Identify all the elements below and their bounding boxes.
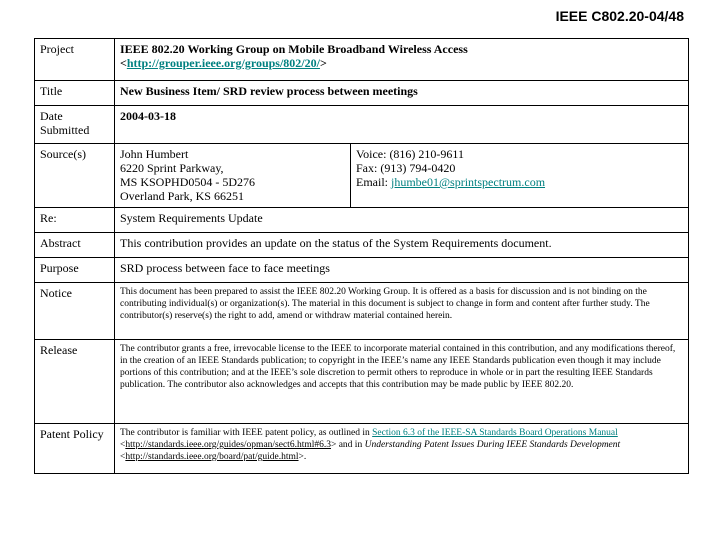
patent-guide-title: Understanding Patent Issues During IEEE Standards Development [364,440,621,450]
cover-sheet-table [34,38,689,474]
source-addr3: Overland Park, KS 66251 [120,189,244,203]
project-name: IEEE 802.20 Working Group on Mobile Broadband Wireless Access [120,42,468,56]
re-label: Re: [35,208,115,233]
row-title [35,81,689,106]
source-label: Source(s) [35,144,115,208]
source-address [115,144,351,208]
document-id: IEEE C802.20-04/48 [555,8,684,24]
patent-text3: > and in [330,440,365,450]
row-release [35,340,689,424]
source-voice: Voice: (816) 210-9611 [356,147,464,161]
patent-text2: < [120,440,126,450]
row-date [35,106,689,144]
project-label: Project [35,39,115,81]
date-label [35,106,115,144]
source-name: John Humbert [120,147,189,161]
source-addr1: 6220 Sprint Parkway, [120,161,224,175]
source-addr2: MS KSOPHD0504 - 5D276 [120,175,256,189]
patent-text5: >. [298,452,307,462]
patent-text4: < [120,452,126,462]
source-email-link[interactable]: jhumbe01@sprintspectrum.com [391,175,546,189]
date-label-line1: Date [40,109,63,123]
abstract-value: This contribution provides an update on the status of the System Requirements document. [115,233,689,258]
row-source [35,144,689,208]
patent-guide-link[interactable]: http://standards.ieee.org/board/pat/guide.html [125,452,299,462]
notice-label: Notice [35,283,115,340]
project-link[interactable]: http://grouper.ieee.org/groups/802/20/ [126,56,320,70]
abstract-label: Abstract [35,233,115,258]
date-label-line2: Submitted [40,123,90,137]
source-fax: Fax: (913) 794-0420 [356,161,456,175]
patent-label: Patent Policy [35,424,115,474]
project-link-open: < [120,56,127,70]
row-purpose [35,258,689,283]
release-label: Release [35,340,115,424]
project-value [115,39,689,81]
title-value: New Business Item/ SRD review process between meetings [115,81,689,106]
patent-value [115,424,689,474]
purpose-value: SRD process between face to face meetings [115,258,689,283]
row-notice [35,283,689,340]
project-link-close: > [319,56,327,70]
notice-value: This document has been prepared to assist the IEEE 802.20 Working Group. It is offered as a basis for discussion and is not binding on the contributing individual(s) or organization(s). The material in this document is subject to change in form and content after further study. The contributor(s) reserve(s) the right to add, amend or withdraw material contained herein. [115,283,689,340]
patent-text1: The contributor is familiar with IEEE patent policy, as outlined in [120,428,373,438]
release-value: The contributor grants a free, irrevocable license to the IEEE to incorporate material contained in this contribution, and any modifications thereof, in the creation of an IEEE Standards publication; to copyright in the IEEE’s name any IEEE Standards publication even though it may include portions of this contribution; and at the IEEE’s sole discretion to permit others to reproduce in whole or in part the resulting IEEE Standards publication. The contributor also acknowledges and accepts that this contribution may be made public by IEEE 802.20. [115,340,689,424]
source-contact [351,144,689,208]
date-value: 2004-03-18 [115,106,689,144]
re-value: System Requirements Update [115,208,689,233]
source-email-label: Email: [356,175,391,189]
patent-sect6-link[interactable]: http://standards.ieee.org/guides/opman/sect6.html#6.3 [125,440,331,450]
purpose-label: Purpose [35,258,115,283]
row-patent-policy [35,424,689,474]
row-re [35,208,689,233]
row-abstract [35,233,689,258]
title-label: Title [35,81,115,106]
row-project [35,39,689,81]
patent-opman-link[interactable]: Section 6.3 of the IEEE-SA Standards Board Operations Manual [372,428,618,438]
